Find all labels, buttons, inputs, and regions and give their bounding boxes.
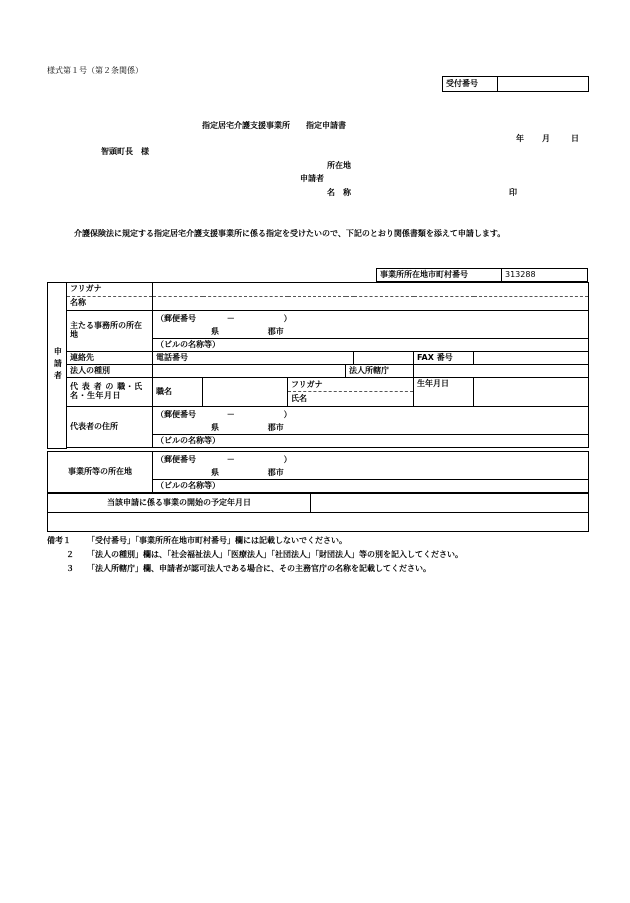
phone-spacer [354, 352, 414, 365]
furigana-label: フリガナ [67, 283, 153, 297]
name-field[interactable] [153, 297, 589, 311]
date-month: 月 [542, 134, 550, 143]
applicant-side-label: 申請者 [48, 283, 67, 449]
rep-address-label: 代表者の住所 [67, 407, 153, 448]
office-address-field[interactable] [153, 452, 589, 480]
rep-name-label: 氏名 [291, 394, 307, 403]
note-2-num: ２ [66, 550, 74, 559]
notes-label: 備考１ [47, 536, 71, 545]
county-city-label: 郡市 [267, 326, 284, 336]
note-3: 「法人所轄庁」欄、申請者が認可法人である場合に、その主務官庁の名称を記載してください。 [87, 564, 431, 573]
rep-postal-close: ） [283, 409, 292, 419]
start-date-label: 当該申請に係る事業の開始の予定年月日 [48, 494, 311, 513]
office-postal-close: ） [283, 454, 292, 464]
postal-close: ） [283, 313, 292, 323]
intro-text: 介護保険法に規定する指定居宅介護支援事業所に係る指定を受けたいので、下記のとおり関係書類を添えて申請します。 [74, 229, 506, 238]
rep-address-field[interactable] [153, 407, 589, 435]
job-title-field[interactable] [203, 378, 288, 407]
rep-name-cell[interactable] [288, 378, 414, 407]
date-day: 日 [571, 134, 579, 143]
form-id: 様式第１号（第２条関係） [47, 66, 143, 75]
receipt-label: 受付番号 [443, 77, 498, 92]
contact-label: 連絡先 [67, 352, 153, 365]
office-prefecture-label: 県 [211, 467, 219, 477]
birth-label: 生年月日 [414, 378, 474, 407]
office-address-label: 事業所等の所在地 [48, 452, 153, 493]
rep-building-field[interactable]: （ビルの名称等） [153, 435, 589, 448]
job-title-label: 職名 [153, 378, 203, 407]
office-building-field[interactable]: （ビルの名称等） [153, 480, 589, 493]
office-address-table [47, 451, 589, 493]
rep-postal-label: （郵便番号 [156, 409, 196, 419]
rep-county-city-label: 郡市 [267, 422, 284, 432]
municipality-label: 事業所所在地市町村番号 [377, 269, 502, 282]
main-office-building-field[interactable]: （ビルの名称等） [153, 339, 589, 352]
seal-label: 印 [509, 188, 517, 197]
date-year: 年 [516, 134, 524, 143]
note-2: 「法人の種別」欄は、「社会福祉法人」「医療法人」「社団法人」「財団法人」等の別を記入してください。 [87, 550, 463, 559]
furigana-field[interactable] [153, 283, 589, 297]
start-date-field[interactable] [311, 494, 589, 513]
municipality-box [376, 268, 588, 282]
rep-furigana-label: フリガナ [288, 378, 413, 392]
office-postal-dash: － [226, 454, 235, 464]
note-1: 「受付番号」「事業所所在地市町村番号」欄には記載しないでください。 [87, 536, 347, 545]
corp-juris-label: 法人所轄庁 [346, 365, 414, 378]
corp-type-field[interactable] [153, 365, 346, 378]
addressee: 智頭町長 様 [101, 147, 149, 156]
corp-juris-field[interactable] [414, 365, 589, 378]
birth-field[interactable] [474, 378, 589, 407]
main-office-label: 主たる事務所の所在地 [67, 311, 153, 352]
postal-dash: － [226, 313, 235, 323]
rep-postal-dash: － [226, 409, 235, 419]
applicant-heading: 申請者 [300, 174, 324, 183]
fax-field[interactable] [474, 352, 589, 365]
phone-label: 電話番号 [153, 352, 354, 365]
fax-label: FAX 番号 [414, 352, 474, 365]
postal-label: （郵便番号 [156, 313, 196, 323]
name-label: 名称 [67, 297, 153, 311]
main-office-address-field[interactable] [153, 311, 589, 339]
page-title: 指定居宅介護支援事業所 指定申請書 [202, 121, 346, 130]
applicant-name-label: 名 称 [327, 188, 351, 197]
start-date-table [47, 493, 589, 532]
receipt-value[interactable] [498, 77, 589, 92]
receipt-box [442, 76, 589, 92]
rep-title-label: 代 表 者 の 職・氏名・生年月日 [67, 378, 153, 407]
applicant-address-label: 所在地 [327, 161, 351, 170]
office-postal-label: （郵便番号 [156, 454, 196, 464]
note-3-num: ３ [66, 564, 74, 573]
application-table [47, 282, 589, 449]
blank-row [48, 513, 589, 532]
corp-type-label: 法人の種別 [67, 365, 153, 378]
rep-prefecture-label: 県 [211, 422, 219, 432]
prefecture-label: 県 [211, 326, 219, 336]
office-county-city-label: 郡市 [267, 467, 284, 477]
municipality-value: 313288 [502, 269, 588, 282]
